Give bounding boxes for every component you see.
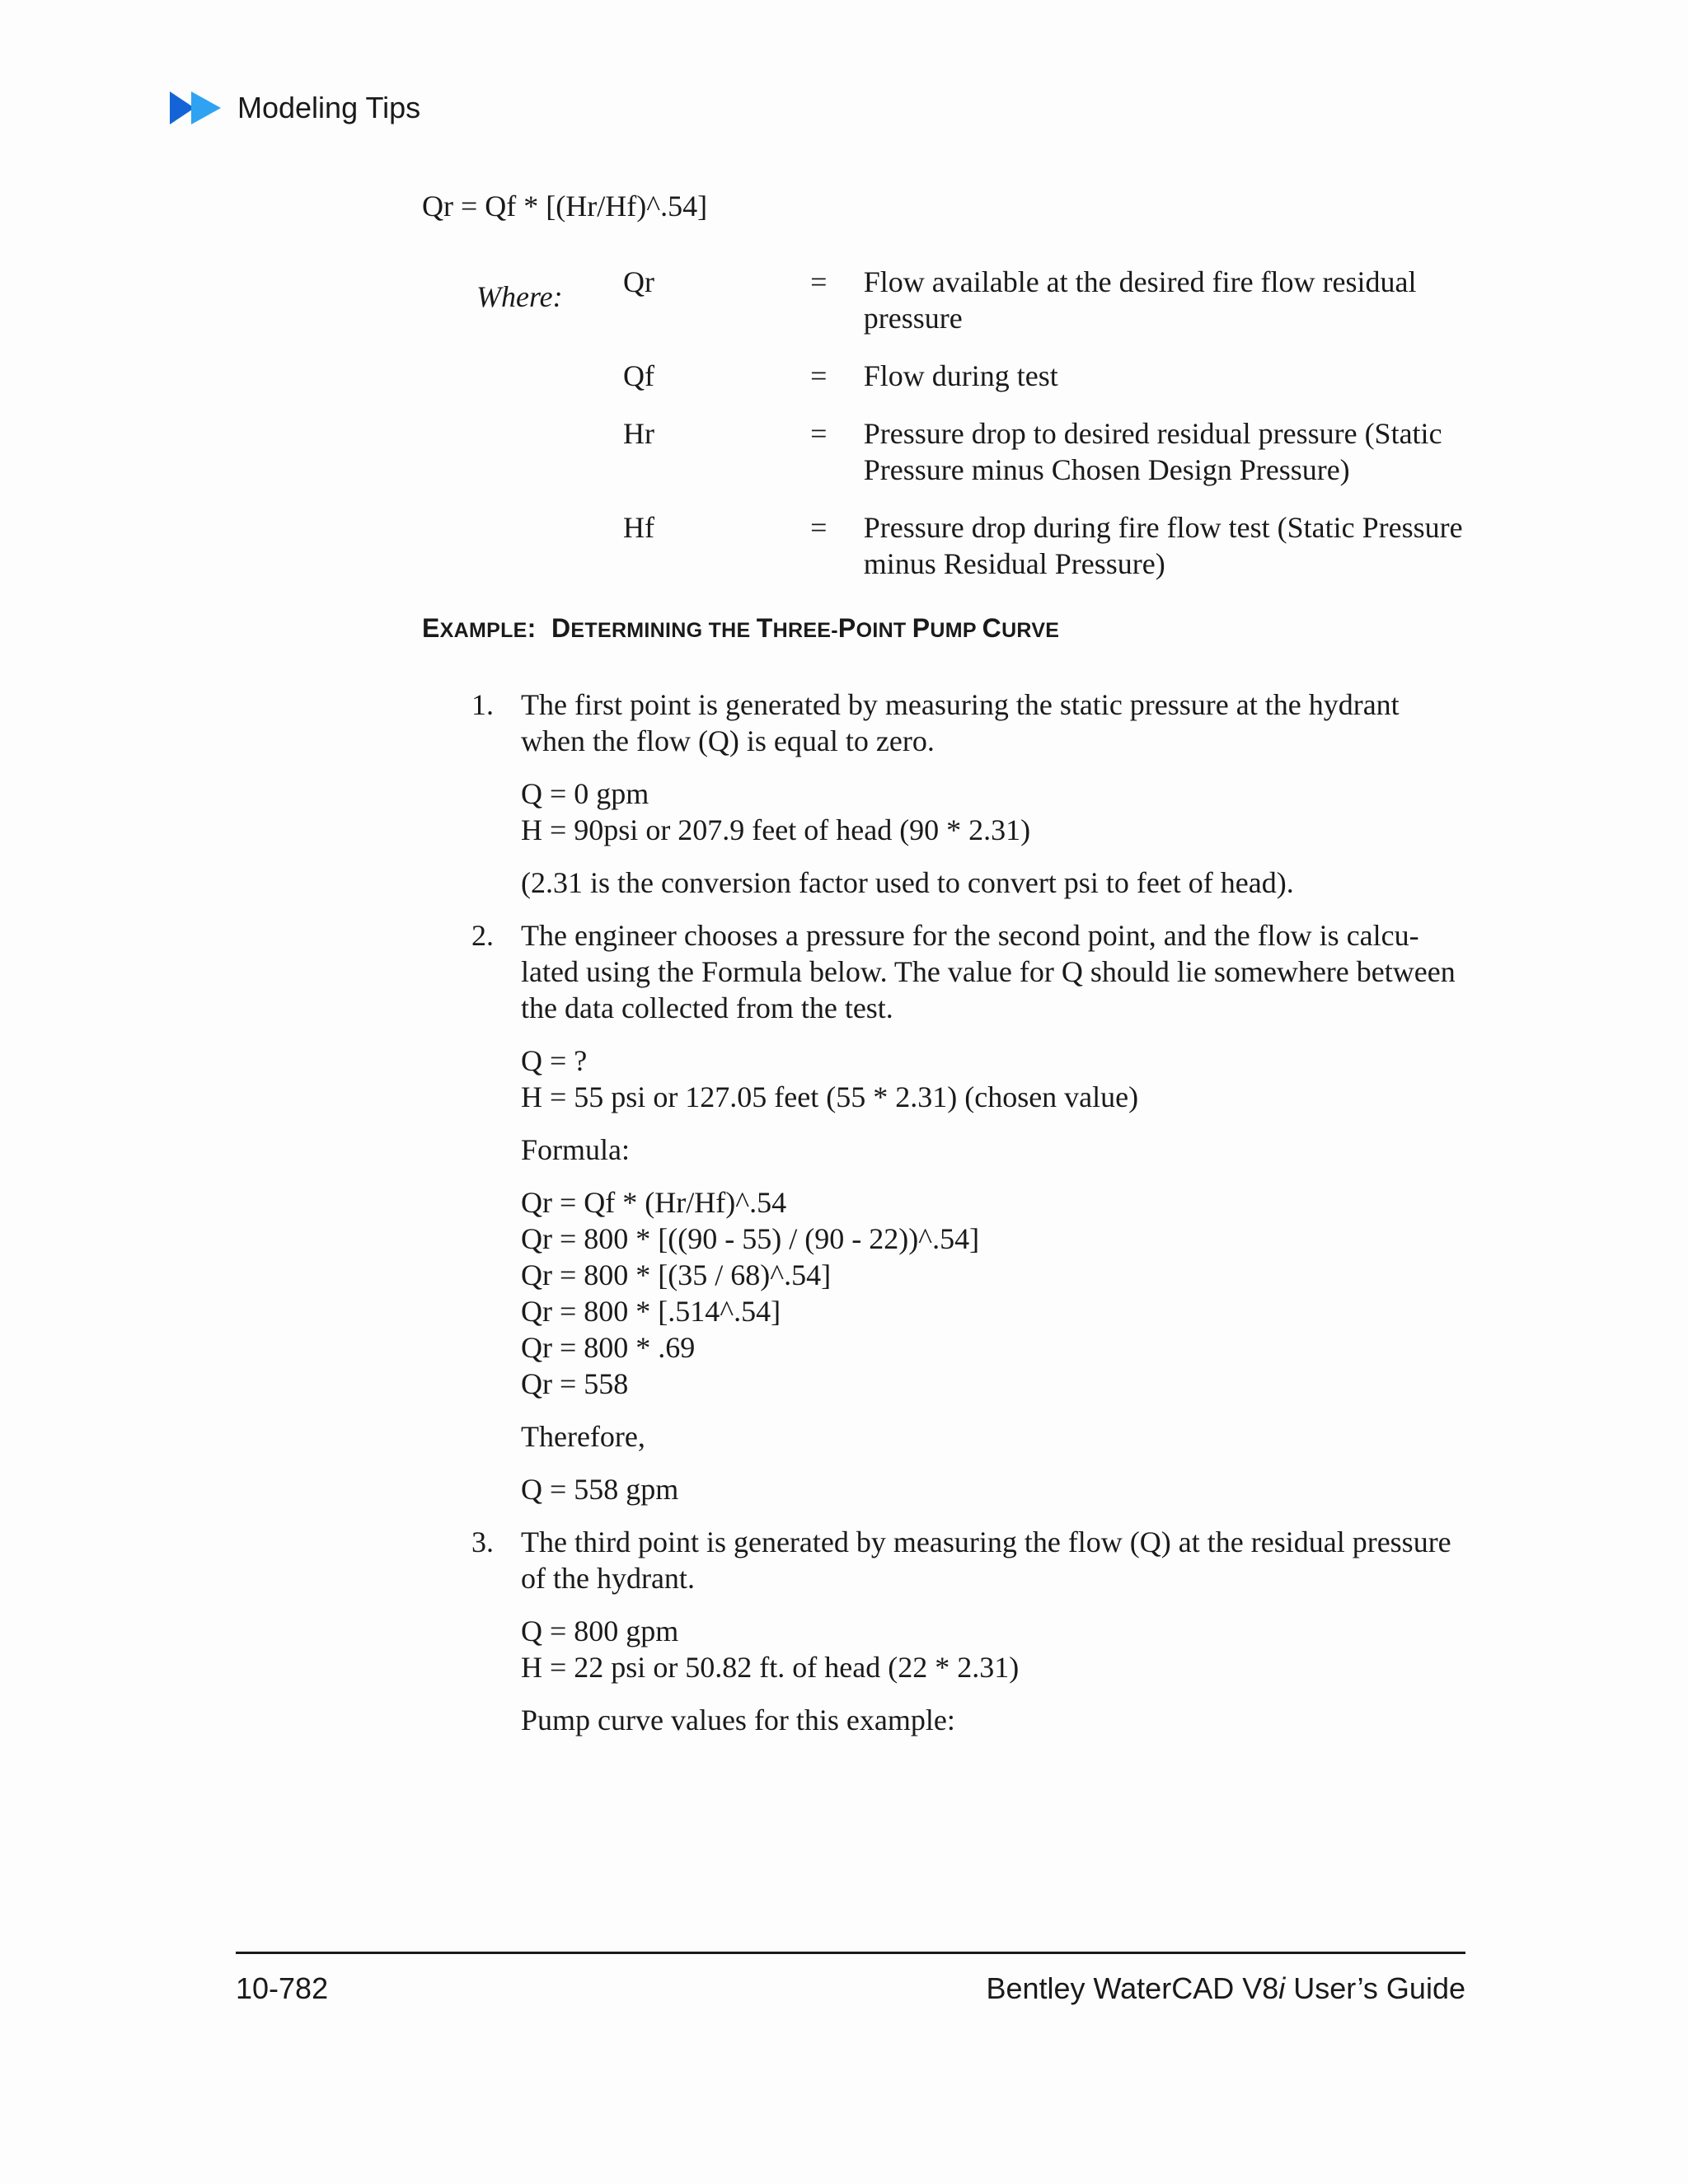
step-values: [521, 1043, 1469, 1115]
step-number: 2.: [471, 919, 494, 952]
definitions-table: [422, 264, 1469, 582]
list-item: [422, 917, 1469, 1507]
list-item: [422, 687, 1469, 901]
formula-line: Qr = 800 * [(35 / 68)^.54]: [521, 1258, 832, 1291]
formula-lines: [521, 1184, 1469, 1402]
where-label: Where:: [476, 280, 563, 313]
definition-text: Flow available at the desired fire flow residual pressure: [863, 265, 1417, 335]
definition-row: [422, 415, 1469, 488]
step-values: [521, 1613, 1469, 1685]
definition-row: [422, 358, 1469, 394]
steps-list: [422, 687, 1469, 1738]
section-heading: EXAMPLE: DETERMINING THE THREE-POINT PUMP CURVE: [422, 613, 1060, 643]
value-line: Q = 800 gpm: [521, 1615, 679, 1647]
step-number: 1.: [471, 688, 494, 721]
formula-line: Qr = 800 * .69: [521, 1331, 696, 1364]
page-number: 10-782: [236, 1971, 329, 2005]
definition-row: [422, 509, 1469, 582]
value-line: H = 22 psi or 50.82 ft. of head (22 * 2.31): [521, 1651, 1020, 1684]
definition-row: [422, 264, 1469, 336]
value-line: Q = 0 gpm: [521, 777, 649, 810]
step-values: [521, 776, 1469, 848]
formula-line: Qr = 800 * [.514^.54]: [521, 1295, 781, 1328]
definition-equals: =: [810, 511, 828, 544]
list-item: [422, 1524, 1469, 1738]
header-title: Modeling Tips: [237, 91, 421, 124]
definition-symbol: Hr: [623, 417, 654, 450]
closing-text: Pump curve values for this example:: [521, 1704, 955, 1736]
step-number: 3.: [471, 1526, 494, 1558]
definition-symbol: Qf: [623, 359, 654, 392]
formula-line: Qr = 558: [521, 1367, 629, 1400]
formula-line: Qr = Qf * (Hr/Hf)^.54: [521, 1186, 787, 1219]
page-content: [422, 188, 1469, 1755]
definition-symbol: Hf: [623, 511, 654, 544]
definition-equals: =: [810, 265, 828, 298]
definition-text: Pressure drop to desired residual pressure (Static Pressure minus Chosen Design Pressure): [863, 417, 1442, 486]
definition-symbol: Qr: [623, 265, 654, 298]
definition-equals: =: [810, 417, 828, 450]
definition-equals: =: [810, 359, 828, 392]
formula-label: Formula:: [521, 1133, 630, 1166]
value-line: H = 55 psi or 127.05 feet (55 * 2.31) (chosen value): [521, 1080, 1139, 1113]
definition-text: Flow during test: [863, 359, 1058, 392]
value-line: Q = ?: [521, 1044, 588, 1077]
step-intro: The engineer chooses a pressure for the second point, and the flow is calcu-lated using the Formula below. The value for Q should lie somewhere between the data collected from the test.: [521, 919, 1456, 1024]
double-chevron-right-icon: [170, 90, 223, 126]
guide-title: Bentley WaterCAD V8i User’s Guide: [986, 1971, 1465, 2005]
step-intro: The first point is generated by measuring the static pressure at the hydrant when the flow (Q) is equal to zero.: [521, 688, 1400, 757]
formula-line: Qr = 800 * [((90 - 55) / (90 - 22))^.54]: [521, 1222, 980, 1255]
definition-text: Pressure drop during fire flow test (Static Pressure minus Residual Pressure): [863, 511, 1463, 580]
step-note: (2.31 is the conversion factor used to convert psi to feet of head).: [521, 866, 1294, 899]
page-header: [170, 87, 420, 129]
value-line: H = 90psi or 207.9 feet of head (90 * 2.31): [521, 813, 1031, 846]
footer-divider: [236, 1952, 1465, 1954]
step-intro: The third point is generated by measuring the flow (Q) at the residual pressure of the hydrant.: [521, 1526, 1451, 1595]
therefore-text: Therefore,: [521, 1420, 645, 1453]
main-formula: Qr = Qf * [(Hr/Hf)^.54]: [422, 190, 708, 223]
result-line: Q = 558 gpm: [521, 1473, 679, 1506]
